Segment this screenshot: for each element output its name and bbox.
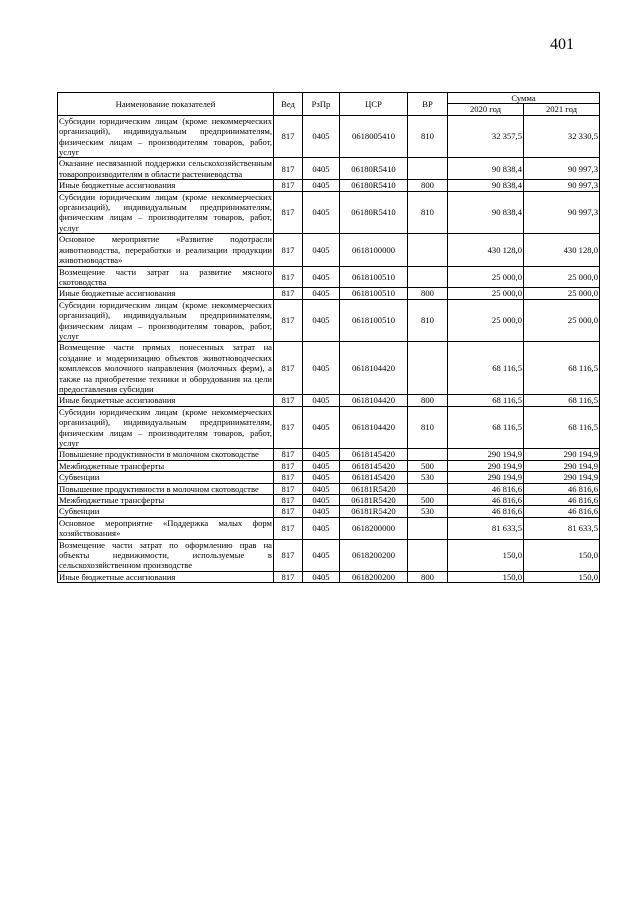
- row-ved: 817: [274, 483, 303, 494]
- row-csr: 06180R5410: [340, 180, 408, 191]
- row-vr: 800: [408, 288, 448, 299]
- row-csr: 0618005410: [340, 115, 408, 158]
- row-vr: 810: [408, 191, 448, 234]
- row-vr: [408, 158, 448, 180]
- table-row: [58, 180, 600, 191]
- row-name: Иные бюджетные ассигнования: [58, 395, 274, 406]
- table-row: [58, 288, 600, 299]
- row-name: Возмещение части прямых понесенных затрат на создание и модернизацию объектов животноводческих комплексов молочного направления (молочных ферм), а также на приобретение техники и оборудования на цели предоставления субсидии: [59, 342, 272, 394]
- table-row: [58, 483, 600, 494]
- row-csr: 06181R5420: [340, 483, 408, 494]
- row-ved: 817: [274, 460, 303, 471]
- row-name: Иные бюджетные ассигнования: [58, 180, 274, 191]
- header-ved: Вед: [274, 93, 303, 116]
- row-rzpr: 0405: [303, 495, 340, 506]
- row-name: Межбюджетные трансферты: [58, 495, 274, 506]
- row-vr: [408, 449, 448, 460]
- row-ved: 817: [274, 191, 303, 234]
- row-rzpr: 0405: [303, 299, 340, 342]
- row-csr: 0618104420: [340, 406, 408, 449]
- row-sum-2021: 290 194,9: [524, 449, 600, 460]
- row-rzpr: 0405: [303, 460, 340, 471]
- row-csr: 06180R5410: [340, 191, 408, 234]
- row-name: Субсидии юридическим лицам (кроме некоммерческих организаций), индивидуальным предпринимателям, физическим лицам – производителям товаров, работ, услуг: [59, 406, 272, 448]
- row-rzpr: 0405: [303, 539, 340, 571]
- table-row: [58, 449, 600, 460]
- row-sum-2020: 81 633,5: [448, 517, 524, 539]
- header-csr: ЦСР: [340, 93, 408, 116]
- row-csr: 06181R5420: [340, 506, 408, 517]
- header-vr: ВР: [408, 93, 448, 116]
- table-header: [58, 93, 600, 116]
- row-ved: 817: [274, 406, 303, 449]
- row-sum-2020: 430 128,0: [448, 234, 524, 266]
- row-name: Возмещение части затрат по оформлению прав на объекты недвижимости, используемые в сельскохозяйственном производстве: [59, 539, 272, 571]
- row-sum-2021: 68 116,5: [524, 406, 600, 449]
- row-name: Иные бюджетные ассигнования: [58, 571, 274, 582]
- row-vr: [408, 234, 448, 266]
- table-row: [58, 342, 600, 395]
- row-vr: [408, 517, 448, 539]
- row-vr: 530: [408, 506, 448, 517]
- row-sum-2021: 90 997,3: [524, 191, 600, 234]
- row-sum-2020: 68 116,5: [448, 342, 524, 395]
- table-row: [58, 571, 600, 582]
- row-vr: 810: [408, 299, 448, 342]
- row-csr: 0618145420: [340, 472, 408, 483]
- row-csr: 06181R5420: [340, 495, 408, 506]
- table-row: [58, 158, 600, 180]
- row-vr: [408, 539, 448, 571]
- row-rzpr: 0405: [303, 266, 340, 288]
- row-vr: [408, 483, 448, 494]
- row-sum-2021: 150,0: [524, 539, 600, 571]
- row-sum-2020: 25 000,0: [448, 266, 524, 288]
- row-name: Иные бюджетные ассигнования: [58, 288, 274, 299]
- row-rzpr: 0405: [303, 483, 340, 494]
- row-vr: 810: [408, 406, 448, 449]
- table-row: [58, 234, 600, 266]
- row-vr: 500: [408, 460, 448, 471]
- row-ved: 817: [274, 571, 303, 582]
- row-rzpr: 0405: [303, 158, 340, 180]
- row-vr: 800: [408, 180, 448, 191]
- row-vr: [408, 342, 448, 395]
- row-sum-2020: 290 194,9: [448, 449, 524, 460]
- row-name: Субвенции: [58, 472, 274, 483]
- row-sum-2020: 90 838,4: [448, 191, 524, 234]
- row-sum-2021: 46 816,6: [524, 483, 600, 494]
- row-rzpr: 0405: [303, 342, 340, 395]
- row-rzpr: 0405: [303, 180, 340, 191]
- row-csr: 0618145420: [340, 449, 408, 460]
- table-row: [58, 406, 600, 449]
- header-rzpr: РзПр: [303, 93, 340, 116]
- row-sum-2021: 25 000,0: [524, 266, 600, 288]
- row-sum-2021: 68 116,5: [524, 342, 600, 395]
- row-name: Субсидии юридическим лицам (кроме некоммерческих организаций), индивидуальным предпринимателям, физическим лицам – производителям товаров, работ, услуг: [59, 299, 272, 341]
- header-sum: Сумма: [448, 93, 600, 104]
- row-sum-2020: 68 116,5: [448, 395, 524, 406]
- row-ved: 817: [274, 449, 303, 460]
- row-sum-2021: 90 997,3: [524, 180, 600, 191]
- row-sum-2021: 81 633,5: [524, 517, 600, 539]
- row-sum-2021: 150,0: [524, 571, 600, 582]
- row-csr: 0618104420: [340, 342, 408, 395]
- row-rzpr: 0405: [303, 288, 340, 299]
- table-row: [58, 495, 600, 506]
- row-csr: 0618100510: [340, 299, 408, 342]
- row-sum-2021: 46 816,6: [524, 495, 600, 506]
- row-ved: 817: [274, 539, 303, 571]
- row-csr: 0618100000: [340, 234, 408, 266]
- row-ved: 817: [274, 472, 303, 483]
- row-csr: 06180R5410: [340, 158, 408, 180]
- row-rzpr: 0405: [303, 191, 340, 234]
- table-row: [58, 472, 600, 483]
- row-sum-2021: 90 997,3: [524, 158, 600, 180]
- row-name: Основное мероприятие «Поддержка малых форм хозяйствования»: [59, 517, 272, 539]
- row-rzpr: 0405: [303, 517, 340, 539]
- row-rzpr: 0405: [303, 571, 340, 582]
- row-sum-2020: 150,0: [448, 539, 524, 571]
- row-ved: 817: [274, 288, 303, 299]
- row-rzpr: 0405: [303, 472, 340, 483]
- row-sum-2021: 430 128,0: [524, 234, 600, 266]
- row-sum-2020: 46 816,6: [448, 495, 524, 506]
- row-csr: 0618200000: [340, 517, 408, 539]
- row-sum-2020: 46 816,6: [448, 506, 524, 517]
- table-row: [58, 395, 600, 406]
- row-ved: 817: [274, 115, 303, 158]
- header-year-2020: 2020 год: [448, 104, 524, 115]
- header-year-2021: 2021 год: [524, 104, 600, 115]
- row-sum-2020: 290 194,9: [448, 472, 524, 483]
- row-name: Оказание несвязанной поддержки сельскохозяйственным товаропроизводителям в области растениеводства: [59, 158, 272, 179]
- row-name: Повышение продуктивности в молочном скотоводстве: [58, 449, 274, 460]
- row-sum-2021: 290 194,9: [524, 460, 600, 471]
- row-ved: 817: [274, 266, 303, 288]
- row-sum-2020: 290 194,9: [448, 460, 524, 471]
- row-rzpr: 0405: [303, 395, 340, 406]
- row-ved: 817: [274, 395, 303, 406]
- row-ved: 817: [274, 342, 303, 395]
- row-sum-2020: 46 816,6: [448, 483, 524, 494]
- row-rzpr: 0405: [303, 406, 340, 449]
- table-row: [58, 460, 600, 471]
- row-sum-2020: 68 116,5: [448, 406, 524, 449]
- row-rzpr: 0405: [303, 234, 340, 266]
- row-name: Субсидии юридическим лицам (кроме некоммерческих организаций), индивидуальным предпринимателям, физическим лицам – производителям товаров, работ, услуг: [59, 115, 272, 158]
- row-ved: 817: [274, 234, 303, 266]
- table-row: [58, 517, 600, 539]
- row-sum-2020: 25 000,0: [448, 288, 524, 299]
- budget-table: [57, 92, 600, 583]
- row-sum-2021: 25 000,0: [524, 299, 600, 342]
- row-csr: 0618100510: [340, 266, 408, 288]
- row-csr: 0618104420: [340, 395, 408, 406]
- row-name: Субвенции: [58, 506, 274, 517]
- table-row: [58, 539, 600, 571]
- row-sum-2021: 290 194,9: [524, 472, 600, 483]
- row-csr: 0618200200: [340, 571, 408, 582]
- row-name: Повышение продуктивности в молочном скотоводстве: [58, 483, 274, 494]
- row-sum-2020: 32 357,5: [448, 115, 524, 158]
- row-sum-2020: 90 838,4: [448, 180, 524, 191]
- row-csr: 0618200200: [340, 539, 408, 571]
- row-rzpr: 0405: [303, 115, 340, 158]
- table-row: [58, 115, 600, 158]
- row-rzpr: 0405: [303, 506, 340, 517]
- row-name: Субсидии юридическим лицам (кроме некоммерческих организаций), индивидуальным предпринимателям, физическим лицам – производителям товаров, работ, услуг: [59, 191, 272, 233]
- row-vr: [408, 266, 448, 288]
- row-ved: 817: [274, 495, 303, 506]
- row-sum-2021: 46 816,6: [524, 506, 600, 517]
- row-vr: 800: [408, 571, 448, 582]
- row-sum-2020: 25 000,0: [448, 299, 524, 342]
- row-sum-2020: 90 838,4: [448, 158, 524, 180]
- table-row: [58, 506, 600, 517]
- row-sum-2021: 68 116,5: [524, 395, 600, 406]
- row-csr: 0618145420: [340, 460, 408, 471]
- table-row: [58, 266, 600, 288]
- row-name: Межбюджетные трансферты: [58, 460, 274, 471]
- row-sum-2021: 25 000,0: [524, 288, 600, 299]
- row-csr: 0618100510: [340, 288, 408, 299]
- row-vr: 810: [408, 115, 448, 158]
- row-name: Основное мероприятие «Развитие подотрасли животноводства, переработки и реализации продукции животноводства»: [59, 234, 272, 266]
- row-ved: 817: [274, 506, 303, 517]
- row-ved: 817: [274, 299, 303, 342]
- row-rzpr: 0405: [303, 449, 340, 460]
- row-ved: 817: [274, 180, 303, 191]
- table-body: [58, 115, 600, 582]
- row-sum-2021: 32 330,5: [524, 115, 600, 158]
- header-name: Наименование показателей: [58, 93, 274, 116]
- row-vr: 530: [408, 472, 448, 483]
- row-ved: 817: [274, 517, 303, 539]
- row-ved: 817: [274, 158, 303, 180]
- page-number: 401: [550, 36, 574, 53]
- row-name: Возмещение части затрат на развитие мясного скотоводства: [59, 266, 272, 287]
- row-vr: 500: [408, 495, 448, 506]
- row-vr: 800: [408, 395, 448, 406]
- table-row: [58, 191, 600, 234]
- table-row: [58, 299, 600, 342]
- row-sum-2020: 150,0: [448, 571, 524, 582]
